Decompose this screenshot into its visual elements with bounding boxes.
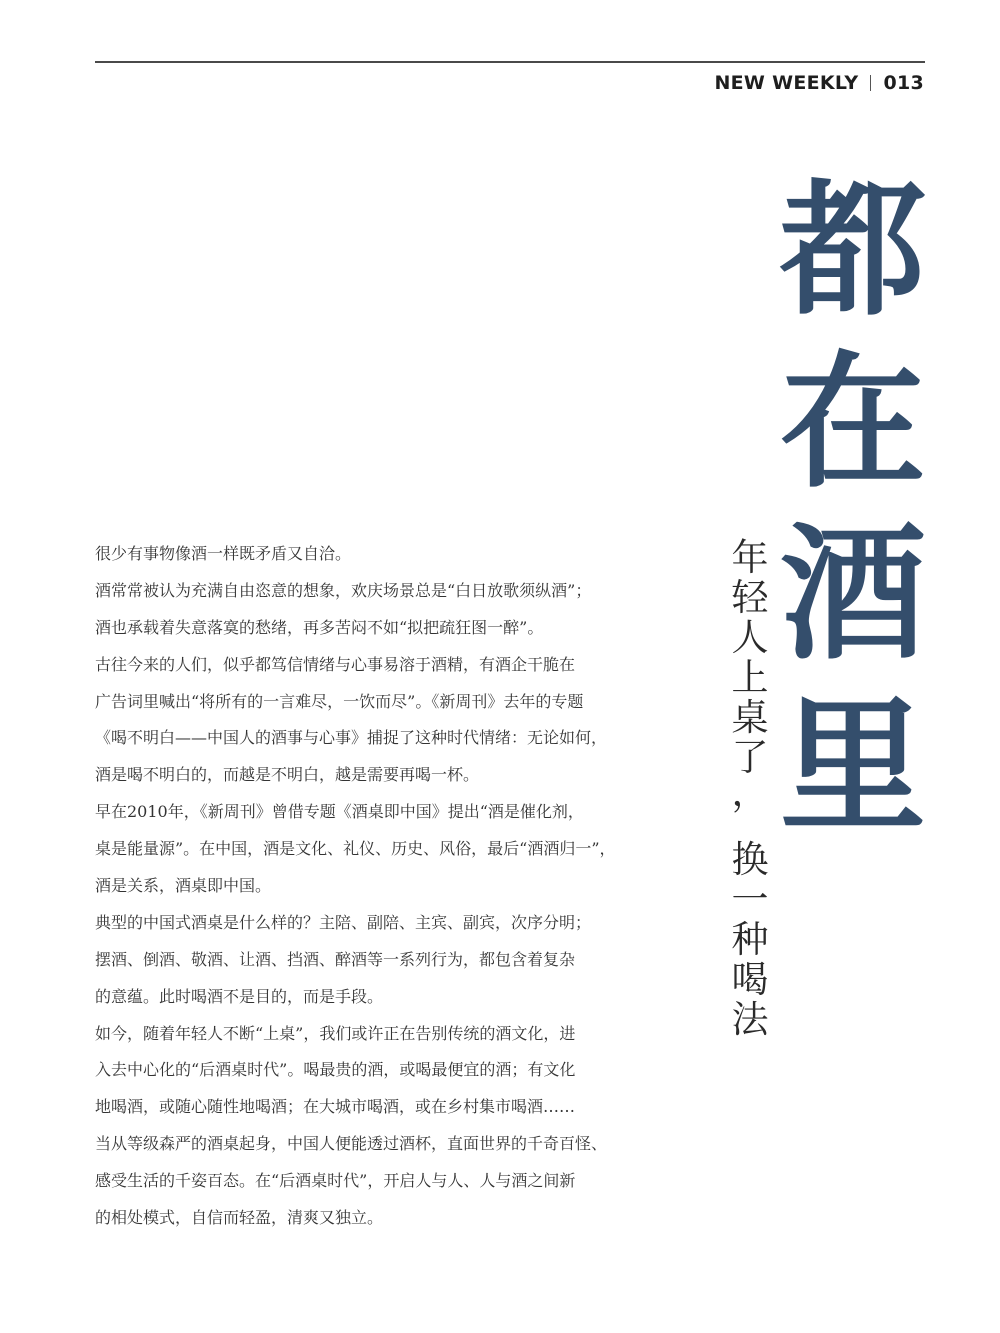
title-char: 酒	[780, 509, 926, 680]
title-char: 都	[780, 165, 926, 336]
body-line: 酒是关系，酒桌即中国。	[95, 876, 272, 896]
body-line: 当从等级森严的酒桌起身，中国人便能透过酒杯，直面世界的千奇百怪、	[95, 1134, 608, 1154]
body-line: 广告词里喊出“将所有的一言难尽，一饮而尽”。《新周刊》去年的专题	[95, 691, 584, 711]
article-body	[95, 536, 635, 1237]
body-line: 酒是喝不明白的，而越是不明白，越是需要再喝一杯。	[95, 765, 480, 785]
header-separator	[870, 75, 871, 91]
magazine-name: NEW WEEKLY	[714, 72, 859, 94]
subtitle-char: 轻	[731, 576, 769, 619]
body-line: 如今，随着年轻人不断“上桌”，我们或许正在告别传统的酒文化，进	[95, 1023, 576, 1043]
top-rule	[95, 61, 925, 63]
body-line: 早在2010年，《新周刊》曾借专题《酒桌即中国》提出“酒是催化剂，	[95, 802, 584, 822]
subtitle-comma: ，	[731, 771, 769, 814]
subtitle-char: 人	[731, 616, 769, 659]
subtitle-char: 了	[731, 736, 769, 779]
article-subtitle	[728, 538, 772, 1040]
subtitle-char: 喝	[731, 958, 769, 1001]
subtitle-char: 年	[731, 536, 769, 579]
body-line: 摆酒、倒酒、敬酒、让酒、挡酒、醉酒等一系列行为，都包含着复杂	[95, 949, 576, 969]
article-title	[780, 165, 926, 853]
body-line: 典型的中国式酒桌是什么样的？主陪、副陪、主宾、副宾，次序分明；	[95, 912, 592, 932]
body-line: 入去中心化的“后酒桌时代”。喝最贵的酒，或喝最便宜的酒；有文化	[95, 1060, 576, 1080]
body-line: 古往今来的人们，似乎都笃信情绪与心事易溶于酒精，有酒企干脆在	[95, 654, 576, 674]
body-line: 的相处模式，自信而轻盈，清爽又独立。	[95, 1208, 384, 1228]
body-line: 很少有事物像酒一样既矛盾又自洽。	[95, 544, 352, 563]
page-header	[714, 72, 924, 94]
body-line: 地喝酒，或随心随性地喝酒；在大城市喝酒，或在乡村集市喝酒……	[95, 1097, 576, 1117]
body-line: 感受生活的千姿百态。在“后酒桌时代”，开启人与人、人与酒之间新	[95, 1171, 576, 1191]
title-char: 在	[780, 337, 926, 508]
subtitle-char: 桌	[731, 696, 769, 739]
body-line: 酒常常被认为充满自由恣意的想象，欢庆场景总是“白日放歌须纵酒”；	[95, 580, 592, 600]
subtitle-char: 种	[731, 918, 769, 961]
title-char: 里	[780, 681, 926, 852]
body-line: 酒也承载着失意落寞的愁绪，再多苦闷不如“拟把疏狂图一醉”。	[95, 617, 544, 637]
page-number: 013	[883, 72, 924, 94]
body-line: 桌是能量源”。在中国，酒是文化、礼仪、历史、风俗，最后“酒酒归一”，	[95, 839, 616, 859]
subtitle-char: 换	[731, 838, 769, 881]
body-line: 《喝不明白——中国人的酒事与心事》捕捉了这种时代情绪：无论如何，	[95, 728, 608, 748]
subtitle-char: 法	[731, 998, 769, 1041]
subtitle-char: 一	[731, 878, 769, 921]
body-line: 的意蕴。此时喝酒不是目的，而是手段。	[95, 986, 384, 1006]
subtitle-char: 上	[731, 656, 769, 699]
